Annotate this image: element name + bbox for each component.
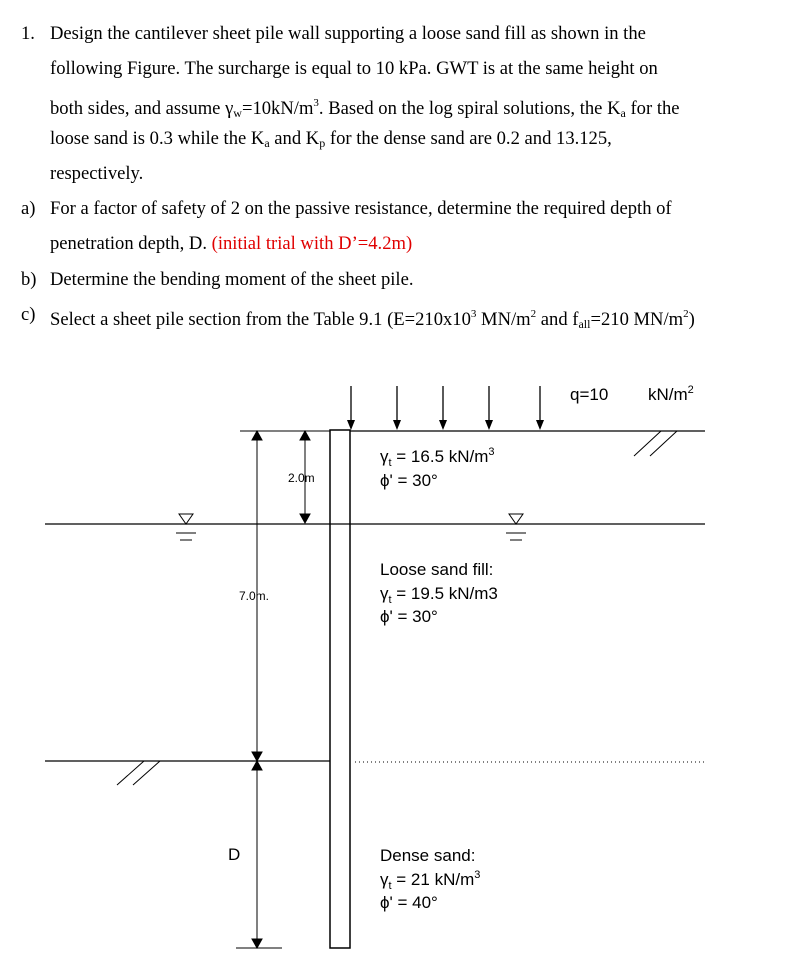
water-table-symbol-right [506,514,526,540]
part-b-label: b) [21,269,37,290]
surcharge-unit: $kN/m^2$ [648,384,694,404]
problem-line-3: both sides, and assume $\gamma_w=10kN/m^3$. Based on the log spiral solutions, the $K_a$ for the [50,97,680,120]
dimension-D-label: D [228,845,241,864]
layer1-unit-weight: $\gamma_t = 16.5$ $kN/m^3$ [380,446,495,469]
water-table-symbol-left [176,514,196,540]
part-b-text: Determine the bending moment of the sheet pile. [50,269,414,290]
ground-hatch-right [634,431,677,456]
surcharge-arrows [351,386,540,425]
layer3-title: Dense sand: [380,846,476,865]
problem-line-2: following Figure. The surcharge is equal to 10 kPa. GWT is at the same height on [50,58,658,79]
part-a-label: a) [21,198,36,219]
problem-line-1: Design the cantilever sheet pile wall supporting a loose sand fill as shown in the [50,23,646,44]
sheet-pile-wall [330,430,350,948]
problem-number: 1. [21,23,35,44]
layer2-title: Loose sand fill: [380,560,494,579]
layer2-unit-weight: $\gamma_t = 19.5$ kN/m3 [380,584,498,606]
dimension-2m-label: 2.0m [288,471,315,485]
layer3-unit-weight: $\gamma_t = 21$ $kN/m^3$ [380,869,481,892]
part-c-label: c) [21,304,36,325]
layer1-friction-angle: ϕ' = 30° [380,471,438,490]
layer2-friction-angle: ϕ' = 30° [380,607,438,626]
dimension-D [236,761,282,948]
ground-hatch-left [117,761,160,785]
surcharge-label: q=10 [570,385,609,404]
part-a-line-2: penetration depth, D. (initial trial with D’=4.2m) [50,233,413,254]
part-a-line-1: For a factor of safety of 2 on the passive resistance, determine the required depth of [50,198,672,219]
initial-trial-note: (initial trial with D’=4.2m) [211,233,413,254]
problem-line-4: loose sand is 0.3 while the $K_a$ and $K_p$ for the dense sand are 0.2 and 13.125, [50,128,612,150]
dimension-7m-label: 7.0m. [239,589,270,603]
part-c-text: Select a sheet pile section from the Table 9.1 ($E=210x10^3$ $MN/m^2$ and $f_{all}=210$ $MN/m^2$) [50,308,695,331]
layer3-friction-angle: ϕ' = 40° [380,893,438,912]
problem-line-5: respectively. [50,163,144,184]
